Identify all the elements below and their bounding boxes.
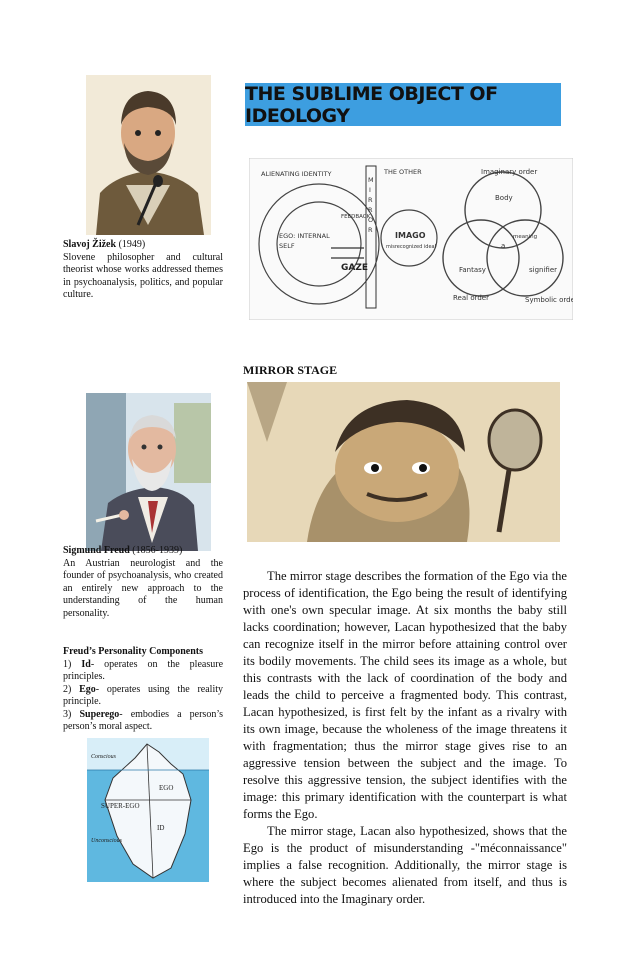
- paragraph-2: The mirror stage, Lacan also hypothesized, shows that the Ego is the product of misunderstanding -"méconnaissance" implies a false recognition. Additionally, the mirror stage is where the subject becomes alienated from itself, and thus is introduced into the Imaginary order.: [243, 824, 567, 906]
- label-imago-sub: misrecognized ideal: [386, 244, 436, 250]
- iceberg-superego: SUPER-EGO: [101, 802, 140, 810]
- component-ego: 2) Ego- operates using the reality principle.: [63, 683, 223, 707]
- label-imago: IMAGO: [395, 231, 426, 240]
- iceberg-conscious: Conscious: [91, 754, 117, 760]
- svg-text:I: I: [369, 186, 371, 194]
- label-alienating: ALIENATING IDENTITY: [261, 170, 332, 178]
- label-real-order: Real order: [453, 294, 489, 302]
- freud-bio: An Austrian neurologist and the founder of psychoanalysis, who created an entirely new approach to the understanding of the human personality.: [63, 557, 223, 619]
- title-banner: [245, 83, 561, 126]
- zizek-bio: Slovene philosopher and cultural theorist whose works addressed themes in psychoanalysis, politics, and popular culture.: [63, 251, 223, 300]
- freud-components: [63, 646, 223, 734]
- freud-years: (1856-1939): [132, 545, 183, 556]
- svg-text:R: R: [368, 206, 373, 214]
- zizek-years: (1949): [118, 239, 146, 250]
- zizek-caption: [63, 239, 223, 302]
- label-body: Body: [495, 194, 513, 202]
- freud-portrait: [86, 393, 211, 551]
- label-signifier: signifier: [529, 266, 558, 274]
- svg-text:R: R: [368, 196, 373, 204]
- paragraph-1: The mirror stage describes the formation of the Ego via the process of identification, the Ego being the result of identifying with one's own specular image. At six months the baby still lacks coordination; however, Lacan hypothesized that the baby can recognize itself in the mirror before attaining control over its bodily movements. The child sees its image as a whole, but this contrasts with the lack of coordination of the body and leads the child to perceive a fragmented body. This contrast, Lacan hypothesized, is first felt by the infant as a rivalry with its own image, because the wholeness of the image threatens it with fragmentation; thus the mirror stage gives rise to an aggressive tension between the subject and the image. To resolve this aggressive tension, the subject identifies with the image: this primary identification with the counterpart is what forms the Ego.: [243, 569, 567, 821]
- iceberg-diagram: [87, 738, 209, 882]
- label-fantasy: Fantasy: [459, 266, 486, 274]
- banner-title: THE SUBLIME OBJECT OF IDEOLOGY: [245, 82, 498, 127]
- label-ego-internal: EGO: INTERNAL: [279, 232, 330, 240]
- svg-text:O: O: [368, 216, 374, 224]
- mirror-stage-heading: MIRROR STAGE: [243, 363, 338, 377]
- label-meaning: meaning: [513, 234, 538, 240]
- label-self: SELF: [279, 242, 295, 250]
- label-gaze: GAZE: [341, 263, 369, 273]
- iceberg-unconscious: Unconscious: [91, 838, 122, 844]
- label-imaginary-order: Imaginary order: [481, 168, 538, 176]
- components-title: Freud’s Personality Components: [63, 646, 203, 657]
- label-the-other: THE OTHER: [384, 168, 422, 176]
- mirror-illustration: [247, 382, 560, 542]
- iceberg-id: ID: [157, 824, 165, 832]
- zizek-name: Slavoj Žižek: [63, 239, 117, 250]
- component-id: 1) Id- operates on the pleasure principles.: [63, 658, 224, 682]
- mirror-stage-text: [243, 568, 567, 908]
- label-a: a: [501, 242, 506, 250]
- label-feedback: FEEDBACK: [341, 214, 371, 220]
- component-superego: 3) Superego- embodies a person’s person’s moral aspect.: [63, 708, 223, 732]
- freud-name: Sigmund Freud: [63, 545, 130, 556]
- mirror-stage-diagram: [249, 158, 573, 320]
- zizek-portrait: [86, 75, 211, 235]
- svg-text:M: M: [368, 176, 374, 184]
- svg-text:R: R: [368, 226, 373, 234]
- label-symbolic-order: Symbolic order: [525, 296, 573, 304]
- freud-caption: [63, 545, 223, 620]
- iceberg-ego: EGO: [159, 784, 174, 792]
